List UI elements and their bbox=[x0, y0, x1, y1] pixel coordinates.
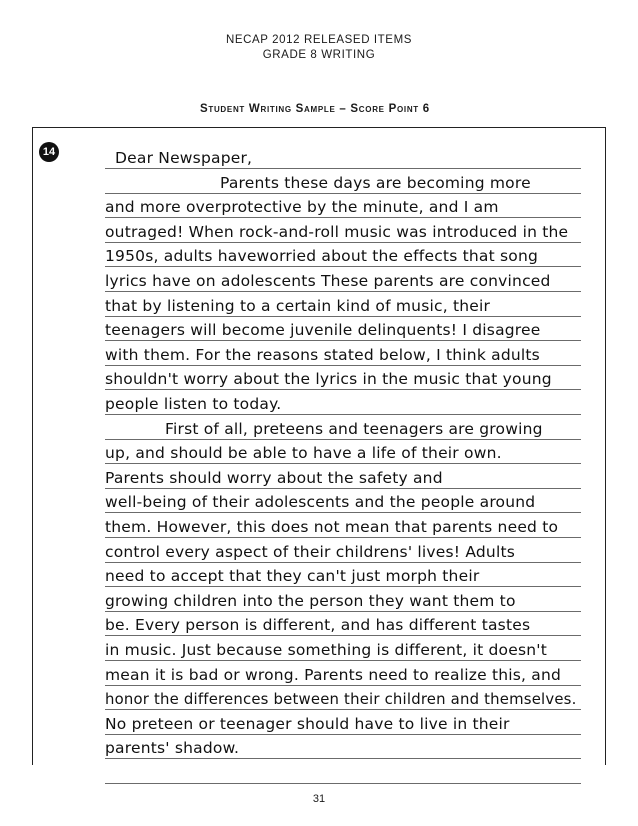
handwritten-line: them. However, this does not mean that parents need to bbox=[105, 518, 559, 536]
sample-subtitle: Student Writing Sample – Score Point 6 bbox=[200, 103, 430, 115]
document-header bbox=[0, 33, 638, 63]
ruled-line bbox=[105, 168, 581, 169]
handwritten-line: First of all, preteens and teenagers are growing bbox=[165, 419, 543, 438]
handwritten-line: be. Every person is different, and has different tastes bbox=[105, 616, 531, 635]
handwritten-line: No preteen or teenager should have to live in their bbox=[105, 714, 510, 733]
handwritten-line: that by listening to a certain kind of music, their bbox=[105, 296, 491, 315]
ruled-line bbox=[105, 414, 581, 415]
ruled-line bbox=[105, 291, 581, 292]
item-number-badge: 14 bbox=[39, 142, 59, 162]
handwritten-line: and more overprotective by the minute, and I am bbox=[105, 198, 499, 217]
handwritten-line: lyrics have on adolescents These parents are convinced bbox=[105, 272, 551, 290]
ruled-line bbox=[105, 365, 581, 366]
handwritten-line: outraged! When rock-and-roll music was introduced in the bbox=[105, 222, 569, 241]
handwritten-letter bbox=[105, 138, 581, 764]
handwritten-line: honor the differences between their children and themselves. bbox=[105, 690, 577, 709]
handwritten-line: people listen to today. bbox=[105, 395, 282, 413]
ruled-line bbox=[105, 316, 581, 317]
ruled-line bbox=[105, 611, 581, 612]
handwritten-line: in music. Just because something is different, it doesn't bbox=[105, 641, 547, 659]
ruled-line bbox=[105, 512, 581, 513]
ruled-line bbox=[105, 709, 581, 710]
handwritten-line: well-being of their adolescents and the people around bbox=[105, 493, 536, 512]
ruled-line bbox=[105, 463, 581, 464]
ruled-line bbox=[105, 389, 581, 390]
ruled-line bbox=[105, 537, 581, 538]
ruled-line bbox=[105, 193, 581, 194]
handwritten-line: Dear Newspaper, bbox=[115, 149, 253, 167]
ruled-line bbox=[105, 562, 581, 563]
handwritten-line: with them. For the reasons stated below, I think adults bbox=[105, 345, 540, 364]
handwritten-line: growing children into the person they want them to bbox=[105, 591, 516, 610]
ruled-line bbox=[105, 635, 581, 636]
ruled-line bbox=[105, 217, 581, 218]
ruled-line bbox=[105, 685, 581, 686]
ruled-line bbox=[105, 758, 581, 759]
handwritten-line: mean it is bad or wrong. Parents need to realize this, and bbox=[105, 665, 562, 684]
writing-sample-frame bbox=[32, 127, 606, 765]
handwritten-line: control every aspect of their childrens' lives! Adults bbox=[105, 542, 516, 561]
header-title: NECAP 2012 RELEASED ITEMS bbox=[225, 34, 413, 46]
handwritten-line: Parents should worry about the safety and bbox=[105, 468, 443, 487]
ruled-line bbox=[105, 488, 581, 489]
ruled-line bbox=[105, 439, 581, 440]
handwritten-line: 1950s, adults haveworried about the effects that song bbox=[105, 247, 539, 266]
ruled-line bbox=[105, 734, 581, 735]
ruled-line bbox=[105, 586, 581, 587]
ruled-line bbox=[105, 340, 581, 341]
page-number: 31 bbox=[312, 793, 326, 805]
ruled-line bbox=[105, 660, 581, 661]
handwritten-line: up, and should be able to have a life of their own. bbox=[105, 444, 502, 463]
handwritten-line: parents' shadow. bbox=[105, 739, 240, 758]
handwritten-line: teenagers will become juvenile delinquents! I disagree bbox=[105, 321, 541, 340]
ruled-line bbox=[105, 242, 581, 243]
handwritten-line: shouldn't worry about the lyrics in the music that young bbox=[105, 370, 552, 389]
header-grade: GRADE 8 WRITING bbox=[262, 49, 376, 61]
ruled-line bbox=[105, 266, 581, 267]
handwritten-line: need to accept that they can't just morph their bbox=[105, 567, 480, 586]
ruled-line bbox=[105, 783, 581, 784]
handwritten-line: Parents these days are becoming more bbox=[220, 173, 531, 192]
